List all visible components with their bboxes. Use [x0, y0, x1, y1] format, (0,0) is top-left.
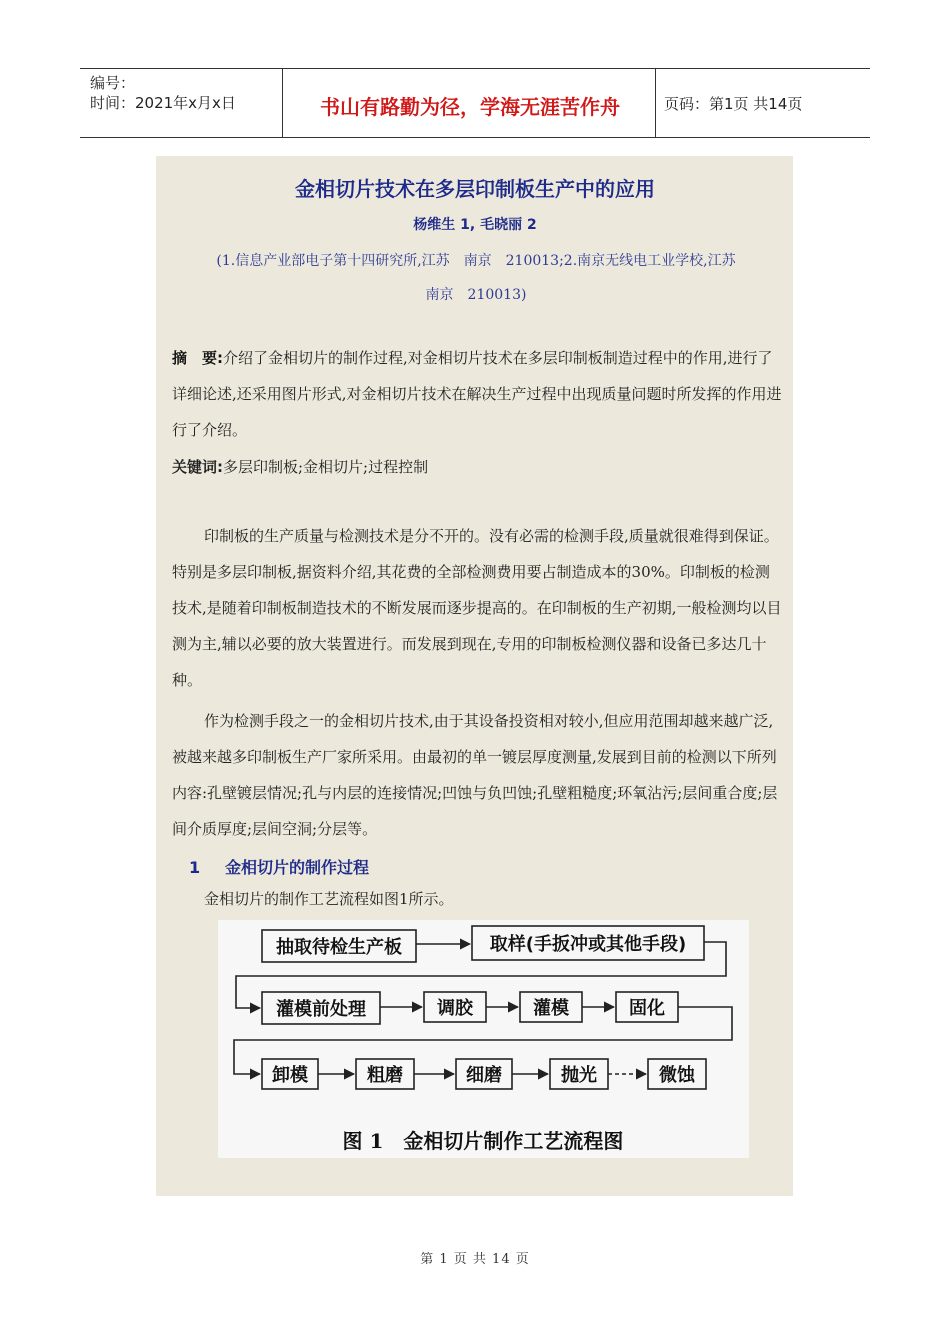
page-header — [80, 68, 870, 138]
header-motto: 书山有路勤为径，学海无涯苦作舟 — [320, 95, 620, 119]
section-title: 金相切片的制作过程 — [225, 858, 370, 877]
section-heading — [189, 855, 369, 878]
flow-label-row3-5: 微蚀 — [659, 1065, 695, 1086]
affiliation-line-2: 南京 210013) — [425, 287, 527, 303]
article-authors: 杨维生 1, 毛晓丽 2 — [413, 217, 537, 233]
section-number: 1 — [189, 858, 201, 877]
flow-label-row1-1: 抽取待检生产板 — [276, 937, 402, 958]
article-title: 金相切片技术在多层印制板生产中的应用 — [295, 177, 655, 201]
keywords — [172, 454, 782, 480]
flow-label-row2-4: 固化 — [629, 998, 665, 1019]
header-code-label: 编号： — [90, 74, 136, 92]
process-flow-figure — [218, 920, 749, 1158]
abstract-text: 介绍了金相切片的制作过程,对金相切片技术在多层印制板制造过程中的作用,进行了详细论述,还采用图片形式,对金相切片技术在解决生产过程中出现质量问题时所发挥的作用进行了介绍。 — [172, 349, 782, 439]
flow-label-row3-4: 抛光 — [561, 1065, 597, 1086]
header-divider — [282, 69, 283, 137]
flow-label-row3-2: 粗磨 — [367, 1065, 403, 1086]
flow-label-row2-1: 灌模前处理 — [276, 999, 366, 1020]
keywords-label: 关键词: — [172, 458, 223, 476]
abstract — [172, 340, 782, 448]
header-divider — [655, 69, 656, 137]
section-text: 金相切片的制作工艺流程如图1所示。 — [204, 890, 454, 908]
figure-caption: 图 1 金相切片制作工艺流程图 — [342, 1129, 624, 1153]
flow-label-row3-3: 细磨 — [466, 1065, 502, 1086]
keywords-text: 多层印制板;金相切片;过程控制 — [223, 458, 429, 476]
flow-label-row3-1: 卸模 — [272, 1065, 308, 1086]
flow-label-row2-3: 灌模 — [533, 998, 569, 1019]
body-paragraph-1: 印制板的生产质量与检测技术是分不开的。没有必需的检测手段,质量就很难得到保证。特别是多层印制板,据资料介绍,其花费的全部检测费用要占制造成本的30%。印制板的检测技术,是随着印制板制造技术的不断发展而逐步提高的。在印制板的生产初期,一般检测均以目测为主,辅以必要的放大装置进行。而发展到现在,专用的印制板检测仪器和设备已多达几十种。 — [172, 527, 782, 689]
body-paragraph-2: 作为检测手段之一的金相切片技术,由于其设备投资相对较小,但应用范围却越来越广泛,被越来越多印制板生产厂家所采用。由最初的单一镀层厚度测量,发展到目前的检测以下所列内容:孔壁镀层情况;孔与内层的连接情况;凹蚀与负凹蚀;孔壁粗糙度;环氧沾污;层间重合度;层间介质厚度;层间空洞;分层等。 — [172, 712, 778, 838]
article-affiliation — [176, 244, 776, 312]
affiliation-line-1: (1.信息产业部电子第十四研究所,江苏 南京 210013;2.南京无线电工业学校,江苏 — [216, 253, 736, 269]
header-page-label: 页码：第1页 共14页 — [664, 95, 803, 113]
header-meta — [90, 73, 236, 113]
flowchart-svg — [218, 920, 749, 1158]
header-time-label: 时间：2021年x月x日 — [90, 94, 236, 112]
flow-label-row2-2: 调胶 — [437, 998, 473, 1019]
page-footer: 第 1 页 共 14 页 — [420, 1252, 530, 1267]
abstract-label: 摘 要: — [172, 349, 223, 367]
flow-label-row1-2: 取样(手扳冲或其他手段) — [489, 934, 687, 955]
